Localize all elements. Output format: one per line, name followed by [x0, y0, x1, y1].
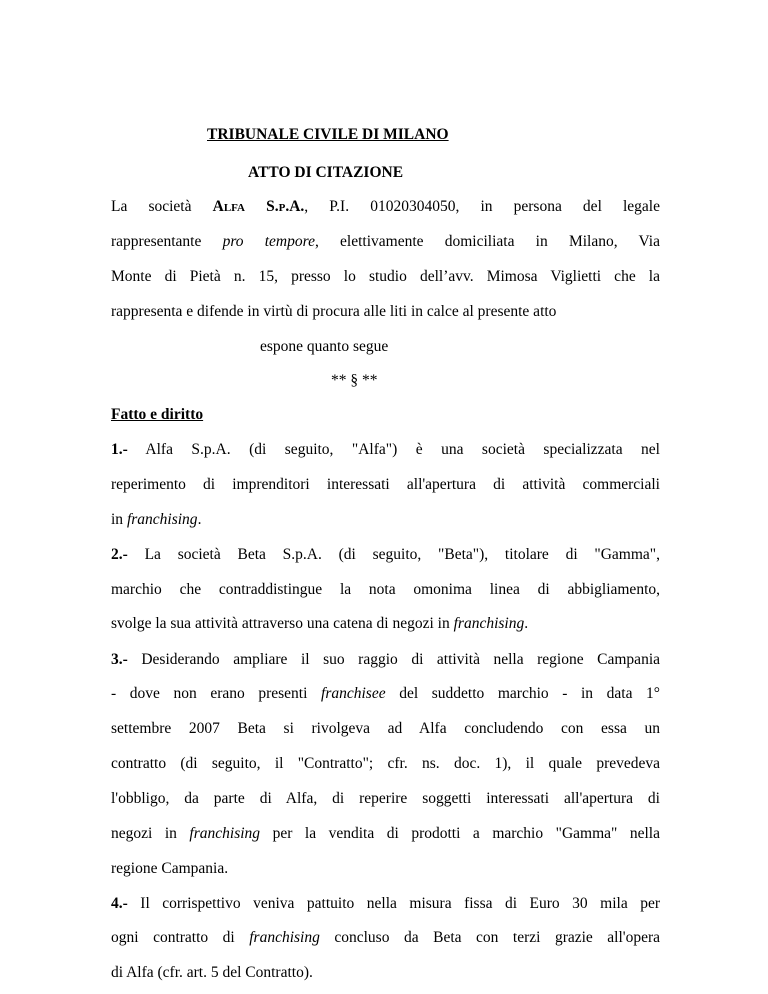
court-heading: TRIBUNALE CIVILE DI MILANO: [207, 126, 449, 143]
para1-number: 1.-: [111, 441, 128, 458]
para4-line-2: ogni contratto di franchising concluso da Beta con terzi grazie all'opera: [111, 929, 661, 946]
para1-line-1: 1.- Alfa S.p.A. (di seguito, "Alfa") è una società specializzata nel: [111, 441, 660, 458]
para2-line-1: 2.- La società Beta S.p.A. (di seguito, "Beta"), titolare di "Gamma",: [111, 546, 660, 563]
section-separator: ** § **: [331, 372, 378, 389]
intro-line-1: La società Alfa S.p.A., P.I. 01020304050, in persona del legale: [111, 198, 660, 215]
para3-line-5: l'obbligo, da parte di Alfa, di reperire soggetti interessati all'apertura di: [111, 790, 660, 807]
intro-line-4: rappresenta e difende in virtù di procura alle liti in calce al presente atto: [111, 303, 557, 320]
para3-line-3: settembre 2007 Beta si rivolgeva ad Alfa concludendo con essa un: [111, 720, 660, 737]
intro-line-3: Monte di Pietà n. 15, presso lo studio dell’avv. Mimosa Viglietti che la: [111, 268, 660, 285]
section-title: Fatto e diritto: [111, 406, 204, 423]
document-title: ATTO DI CITAZIONE: [248, 164, 404, 181]
para3-line-2: - dove non erano presenti franchisee del suddetto marchio - in data 1°: [111, 685, 660, 702]
para2-line-3: svolge la sua attività attraverso una catena di negozi in franchising.: [111, 615, 529, 632]
para3-line-1: 3.- Desiderando ampliare il suo raggio di attività nella regione Campania: [111, 651, 660, 668]
intro-line-2: rappresentante pro tempore, elettivamente domiciliata in Milano, Via: [111, 233, 660, 250]
para3-number: 3.-: [111, 651, 128, 668]
para1-line-2: reperimento di imprenditori interessati all'apertura di attività commerciali: [111, 476, 660, 493]
para3-line-7: regione Campania.: [111, 860, 229, 877]
para4-line-1: 4.- Il corrispettivo veniva pattuito nella misura fissa di Euro 30 mila per: [111, 895, 660, 912]
espone-line: espone quanto segue: [260, 338, 389, 355]
para3-line-6: negozi in franchising per la vendita di prodotti a marchio "Gamma" nella: [111, 825, 660, 842]
para1-line-3: in franchising.: [111, 511, 202, 528]
para4-line-3: di Alfa (cfr. art. 5 del Contratto).: [111, 964, 313, 981]
para2-line-2: marchio che contraddistingue la nota omonima linea di abbigliamento,: [111, 581, 660, 598]
company-name: Alfa S.p.A.: [212, 198, 305, 215]
para3-line-4: contratto (di seguito, il "Contratto"; cfr. ns. doc. 1), il quale prevedeva: [111, 755, 660, 772]
para2-number: 2.-: [111, 546, 128, 563]
para4-number: 4.-: [111, 895, 128, 912]
